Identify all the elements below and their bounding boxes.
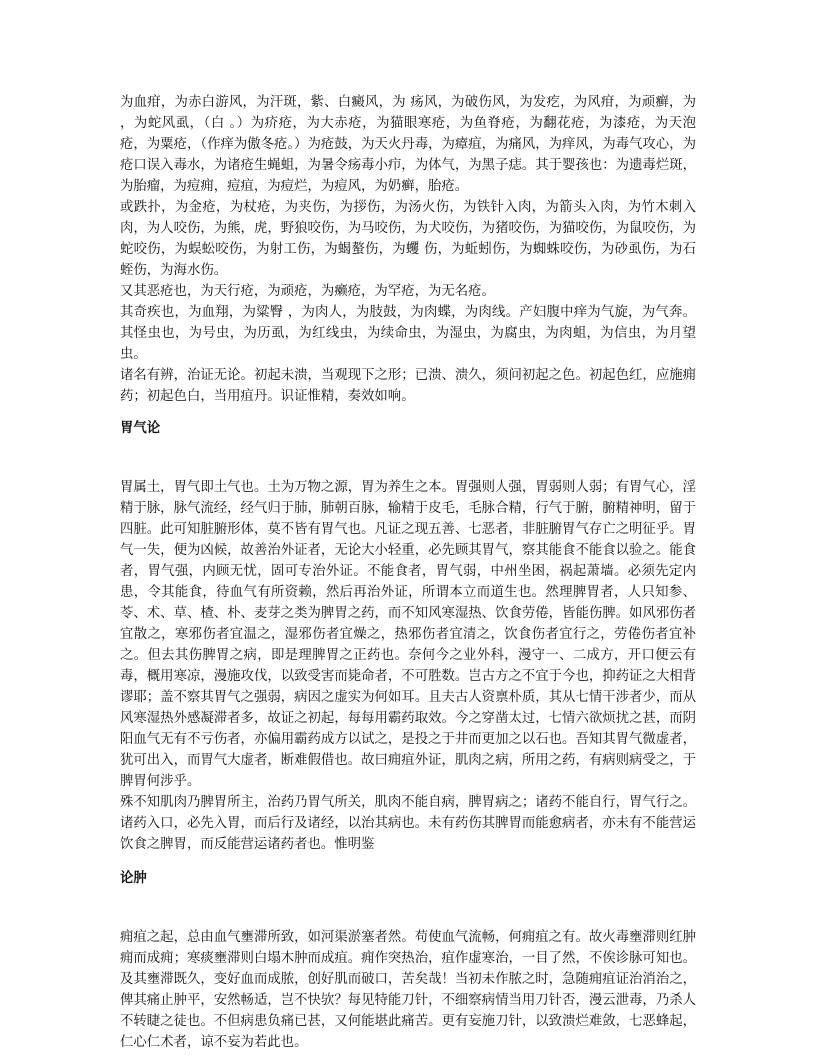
section-weiqi-body [120, 477, 696, 855]
section-heading-weiqi: 胃气论 [120, 420, 161, 436]
section-heading-lunzhong: 论肿 [120, 870, 147, 886]
document-page [120, 92, 696, 1053]
paragraph: 或跌扑，为金疮，为杖疮，为夹伤，为拶伤，为汤火伤，为铁针入肉，为箭头入肉，为竹木刺入肉，为人咬伤，为熊，虎，野狼咬伤，为马咬伤，为犬咬伤，为猪咬伤，为猫咬伤，为鼠咬伤，为蛇咬伤，为蜈蚣咬伤，为射工伤，为蝎螯伤，为蠼 伤，为蚯蚓伤，为蜘蛛咬伤，为砂虱伤，为石蛭伤，为海水伤。 [120, 200, 696, 278]
section-skin-diseases [120, 92, 696, 407]
paragraph: 诸名有辨，治证无论。初起未溃，当观现下之形；已溃、溃久，须问初起之色。初起色红，应施痈药；初起色白，当用疽丹。识证惟精，奏效如响。 [120, 368, 696, 404]
paragraph: 其奇疾也，为血翔，为粱臀 ，为肉人，为肢鼓，为肉蝶，为肉线。产妇腹中痒为气旋，为气奔。其怪虫也，为号虫，为历虱，为红线虫，为续命虫，为湿虫，为腐虫，为肉蛆，为信虫，为月望虫。 [120, 305, 696, 362]
section-lunzhong-body [120, 927, 696, 1053]
paragraph: 为血疳，为赤白游风，为汗斑，紫、白癜风，为 疡风，为破伤风，为发疙，为风疳，为顽癣，为 ，为蛇风虱，（白 。）为疥疮，为大赤疮，为猫眼寒疮，为鱼脊疮，为翻花疮，为漆疮，为天泡疮，为粟疮，（作痒为傲冬疮。）为疮鼓，为天火丹毒，为瘴疽，为痛风，为痒风，为毒气攻心，为疮口误入毒水，为诸疮生蝇蛆，为暑令疡毒小疖，为体气，为黑子痣。其于婴孩也：为遗毒烂斑，为胎瘤，为痘痈，痘疽，为痘烂，为痘风，为奶癣，胎疮。 [120, 95, 696, 194]
paragraph: 胃属土，胃气即土气也。土为万物之源，胃为养生之本。胃强则人强，胃弱则人弱；有胃气心，淫精于脉，脉气流经，经气归于肺，肺朝百脉，输精于皮毛，毛脉合精，行气于腑，腑精神明，留于四脏。此可知脏腑形体，莫不皆有胃气也。凡证之现五善、七恶者，非脏腑胃气存亡之明征乎。胃气一失，便为凶候，故善治外证者，无论大小轻重，必先顾其胃气，察其能食不能食以验之。能食者，胃气强，内顾无忧，固可专治外证。不能食者，胃气弱，中州坐困，祸起萧墙。必须先定内患，令其能食，待血气有所资赖，然后再治外证，所谓本立而道生也。然理脾胃者，人只知参、苓、术、草、楂、朴、麦芽之类为脾胃之药，而不知风寒湿热、饮食劳倦，皆能伤脾。如风邪伤者宜散之，寒邪伤者宜温之，湿邪伤者宜燥之，热邪伤者宜清之，饮食伤者宜行之，劳倦伤者宜补之。但去其伤脾胃之病，即是理脾胃之正药也。奈何今之业外科，漫守一、二成方，开口便云有毒，概用寒凉，漫施攻伐，以致受害而毙命者，不可胜数。岂古方之不宜于今也，抑药证之大相背谬耶；盖不察其胃气之强弱，病因之虚实为何如耳。且夫古人资禀朴质，其从七情干涉者少，而从风寒湿热外感凝滞者多，故证之初起，每每用霸药取效。今之穿凿太过，七情六欲烦扰之甚，而阴阳血气无有不亏伤者，亦偏用霸药成方以试之，是投之于井而更加之以石也。吾知其胃气微虚者，犹可出入，而胃气大虚者，断难假借也。故曰痈疽外证，肌肉之病，所用之药，有病则病受之，于脾胃何涉乎。 [120, 480, 696, 789]
paragraph: 殊不知肌肉乃脾胃所主，治药乃胃气所关，肌肉不能自病，脾胃病之；诸药不能自行，胃气行之。诸药入口，必先入胃，而后行及诸经，以治其病也。未有药伤其脾胃而能愈病者，亦未有不能营运饮食之脾胃，而反能营运诸药者也。惟明鉴 [120, 795, 696, 852]
paragraph: 痈疽之起，总由血气壅滞所致，如河渠淤塞者然。苟使血气流畅，何痈疽之有。故火毒壅滞则红肿 痈而成痈；寒痰壅滞则白塌木肿而成疽。痈作突热治，疽作虚寒治，一目了然，不俟诊脉可知也。及其壅滞既久，变好血而成脓，创好肌而破口，苦矣哉！当初未作脓之时，急随痈疽证治消治之，俾其痛止肿平，安然畅适，岂不快欤？每见特能刀针，不细察病情当用刀针否，漫云泄毒，乃杀人不转睫之徒也。不但病患负痛已甚，又何能堪此痛苦。更有妄施刀针，以致溃烂难敛，七恶蜂起，仁心仁术者，谅不妄为若此也。 [120, 930, 696, 1050]
paragraph: 又其恶疮也，为天行疮，为顽疮，为癞疮，为罕疮，为无名疮。 [120, 284, 495, 299]
